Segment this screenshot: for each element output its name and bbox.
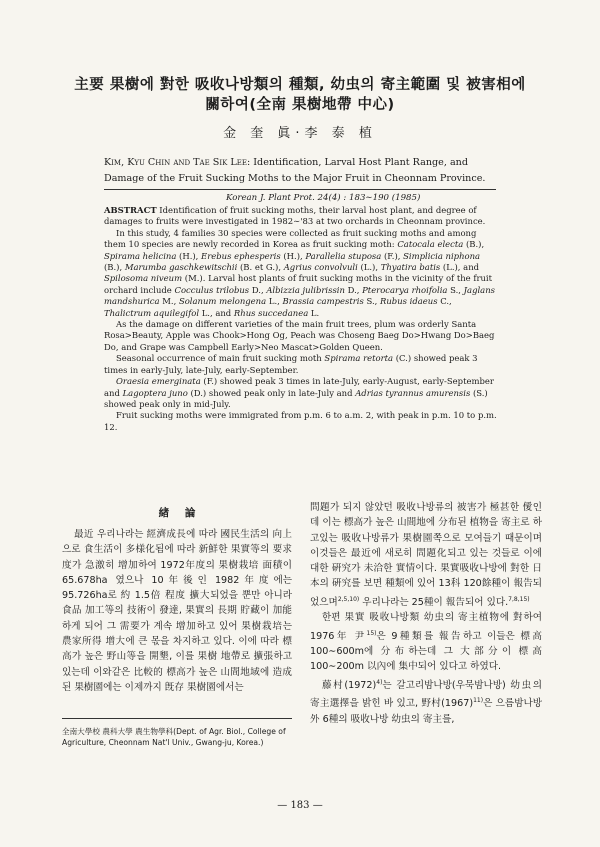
abstract-p4-b: (C.) showed peak 3 times in early-July, late-July, early-September. [104,353,478,375]
abstract-p3: As the damage on different varieties of the main fruit trees, plum was orderly Santa Rosa>Beauty, Apple was Chook>Hong Og, Peach was Choseng Baeg Do>Hwang Do>Baeg Do, and Grape was Campbell Early>Neo Mascat>Golden Queen. [104,319,495,352]
species-name: Rhus succedanea [233,307,309,318]
intro-p4-text-c: 은 으름밤나방外 6種의 吸收나방 幼虫의 寄主를, [310,698,542,725]
citation-ref: 2,5,10) [337,595,360,603]
citation-ref: 4) [376,678,383,686]
rule-top [104,189,496,190]
species-name: Albizzia julibrissin [266,284,345,295]
species-name: Thyatira batis [380,262,441,273]
species-name: Lagoptera juno [122,387,188,398]
left-column [62,527,292,695]
abstract-p5-c: (S.) showed peak only in mid-July. [104,387,488,409]
species-name: Adrias tyrannus amurensis [355,387,471,398]
authors-korean: 金 奎 眞·李 泰 植 [223,126,377,141]
abstract-p4 [104,353,500,376]
species-author: (L.), and [440,262,480,273]
species-author: S., [447,284,464,295]
title-korean-line2: 關하여(全南 果樹地帶 中心) [205,97,395,113]
journal-citation: Korean J. Plant Prot. 24(4) : 183∼190 (1985) [226,193,421,203]
intro-paragraph-3 [310,610,542,674]
species-author: L. [308,307,320,318]
species-author: (M.). [182,273,209,284]
abstract-p2-b: Larval host plants of fruit sucking moths in the vicinity of the fruit orchard include [104,273,493,295]
abstract-p5-b: (D.) showed peak only in late-July and [187,387,356,398]
species-name: Catocala electa [397,239,464,250]
abstract [104,205,500,433]
species-name: Brassia campestris [282,296,364,307]
species-name: Rubus idaeus [380,296,438,307]
species-author: L., and [199,307,234,318]
abstract-p6: Fruit sucking moths were immigrated from p.m. 6 to a.m. 2, with peak in p.m. 10 to p.m. 12. [104,410,497,432]
citation-ref: 11) [473,697,484,705]
species-name: Parallelia stuposa [305,250,382,261]
species-author: (F.), [381,250,404,261]
species-name: Jaglans mandshurica [104,284,495,307]
species-author: (H.), [280,250,306,261]
citation-ref: 15) [366,629,377,637]
species-name: Marumba gaschkewitschii [124,262,238,273]
species-author: D., [249,284,267,295]
species-author: (B. et G.), [237,262,284,273]
species-author: D., [344,284,363,295]
abstract-p2-a: In this study, 4 families 30 species were collected as fruit sucking moths and among them 10 species are newly recorded in Korea as fruit sucking moth: [104,227,477,250]
citation-ref: 7,8,15) [508,595,530,603]
intro-p4-text: 藤村(1972) [322,679,377,691]
species-author: (L.), [357,262,381,273]
species-author: S., [363,296,380,307]
title-english [104,155,504,187]
intro-p2-text-b: 우리나라는 25種이 報告되어 있다. [359,596,509,608]
species-author: C., [437,296,452,307]
abstract-p4-a: Seasonal occurrence of main fruit sucking moth [116,353,325,364]
species-author: (H.), [176,250,202,261]
intro-paragraph-2 [310,500,542,610]
intro-p2-text: 問題가 되지 않았던 吸收나방류의 被害가 極甚한 僾인데 이는 標高가 높은 山間地에 分布된 植物을 寄主로 하고있는 吸收나방류가 果樹園쪽으로 모여들기 때문이며 이것들은 最近에 새로히 問題化되고 있는 것들로 이에 대한 硏究가 未洽한 實情이다. 果實吸收나방에 對한 日本의 硏究를 보면 種類에 있어 13科 120餘種이 報告되었으며 [310,502,542,608]
species-name: Cocculus trilobus [174,284,250,295]
section-heading-introduction: 緖 論 [158,507,202,519]
species-name: Erebus ephesperis [201,250,281,261]
abstract-p2 [104,228,500,319]
intro-paragraph-4 [310,675,542,727]
species-name: Spilosoma niveum [104,273,183,284]
page-number: — 183 — [277,800,323,811]
abstract-label: ABSTRACT [104,205,157,215]
intro-paragraph-1: 最近 우리나라는 經濟成長에 따라 國民生活의 向上으로 食生活이 多様化됨에 따라 新鮮한 果實等의 要求度가 急激히 增加하여 1972年度의 果樹栽培 面積이 65.678ha 였으나 10年後인 1982年度에는 95.726ha로 約 1.5倍 程度 擴大되었을 뿐만 아니라 食品 加工等의 技術이 發達, 果實의 長期 貯藏이 加能하게 되어 그 需要가 계속 增加하고 있어 果樹栽培는 農家所得 增大에 큰 몫을 차지하고 있다. 이에 따라 標高가 높은 野山等을 開墾, 이를 果樹 地帶로 擴張하고 있는데 이와같은 比較的 標高가 높은 山間地域에 造成된 果樹園에는 이제까지 旣存 果樹園에서는 [62,529,292,693]
intro-p3-text: 한편 果實 吸收나방類 幼虫의 寄主植物에 對하여 1976年 尹 [310,612,542,642]
authors-english: Kim, Kyu Chin and Tae Sik Lee [104,157,247,168]
intro-p3-text-b: 은 9種類를 報告하고 이들은 標高 100∼600m에 分布하는데 그 大部分이 標高 100∼200m 以內에 集中되어 있다고 하였다. [310,630,542,673]
right-column [310,500,542,727]
species-author: L., [266,296,283,307]
species-name: Thalictrum aquilegifol [104,307,200,318]
species-name: Solanum melongena [178,296,267,307]
species-name: Spirama helicina [104,250,177,261]
species-author: (B.), [463,239,485,250]
species-author: (B.), [104,262,125,273]
species-name: Spirama retorta [324,353,394,364]
title-korean-line1: 主要 果樹에 對한 吸收나방類의 種類, 幼虫의 寄主範圍 및 被害相에 [74,77,526,93]
species-name: Simplicia niphona [403,250,481,261]
species-name: Agrius convolvuli [283,262,358,273]
abstract-p1: Identification of fruit sucking moths, their larval host plant, and degree of damages to fruits were investigated in 1982∼'83 at two orchards in Cheonnam province. [104,205,486,227]
species-name: Oraesia emerginata [116,376,201,387]
title-english-text: : Identification, Larval Host Plant Range, and Damage of the Fruit Sucking Moths to the Major Fruit in Cheonnam Province. [104,157,486,184]
species-author: M., [159,296,179,307]
intro-p4-text-b: 는 갈고리밤나방(우묵밤나방) 幼虫의 寄主選擇을 밝힌 바 있고, 野村(1967) [310,679,542,710]
species-name: Pterocarya rhoifolia [362,284,448,295]
footnote-rule [62,718,292,719]
abstract-p5-a: (F.) showed peak 3 times in late-July, early-August, early-September and [104,376,494,398]
abstract-p5 [104,376,500,410]
affiliation-footnote: 全南大學校 農科大學 農生物學科(Dept. of Agr. Biol., College of Agriculture, Cheonnam Nat'l Univ., Gwang-ju, Korea.) [62,727,286,747]
